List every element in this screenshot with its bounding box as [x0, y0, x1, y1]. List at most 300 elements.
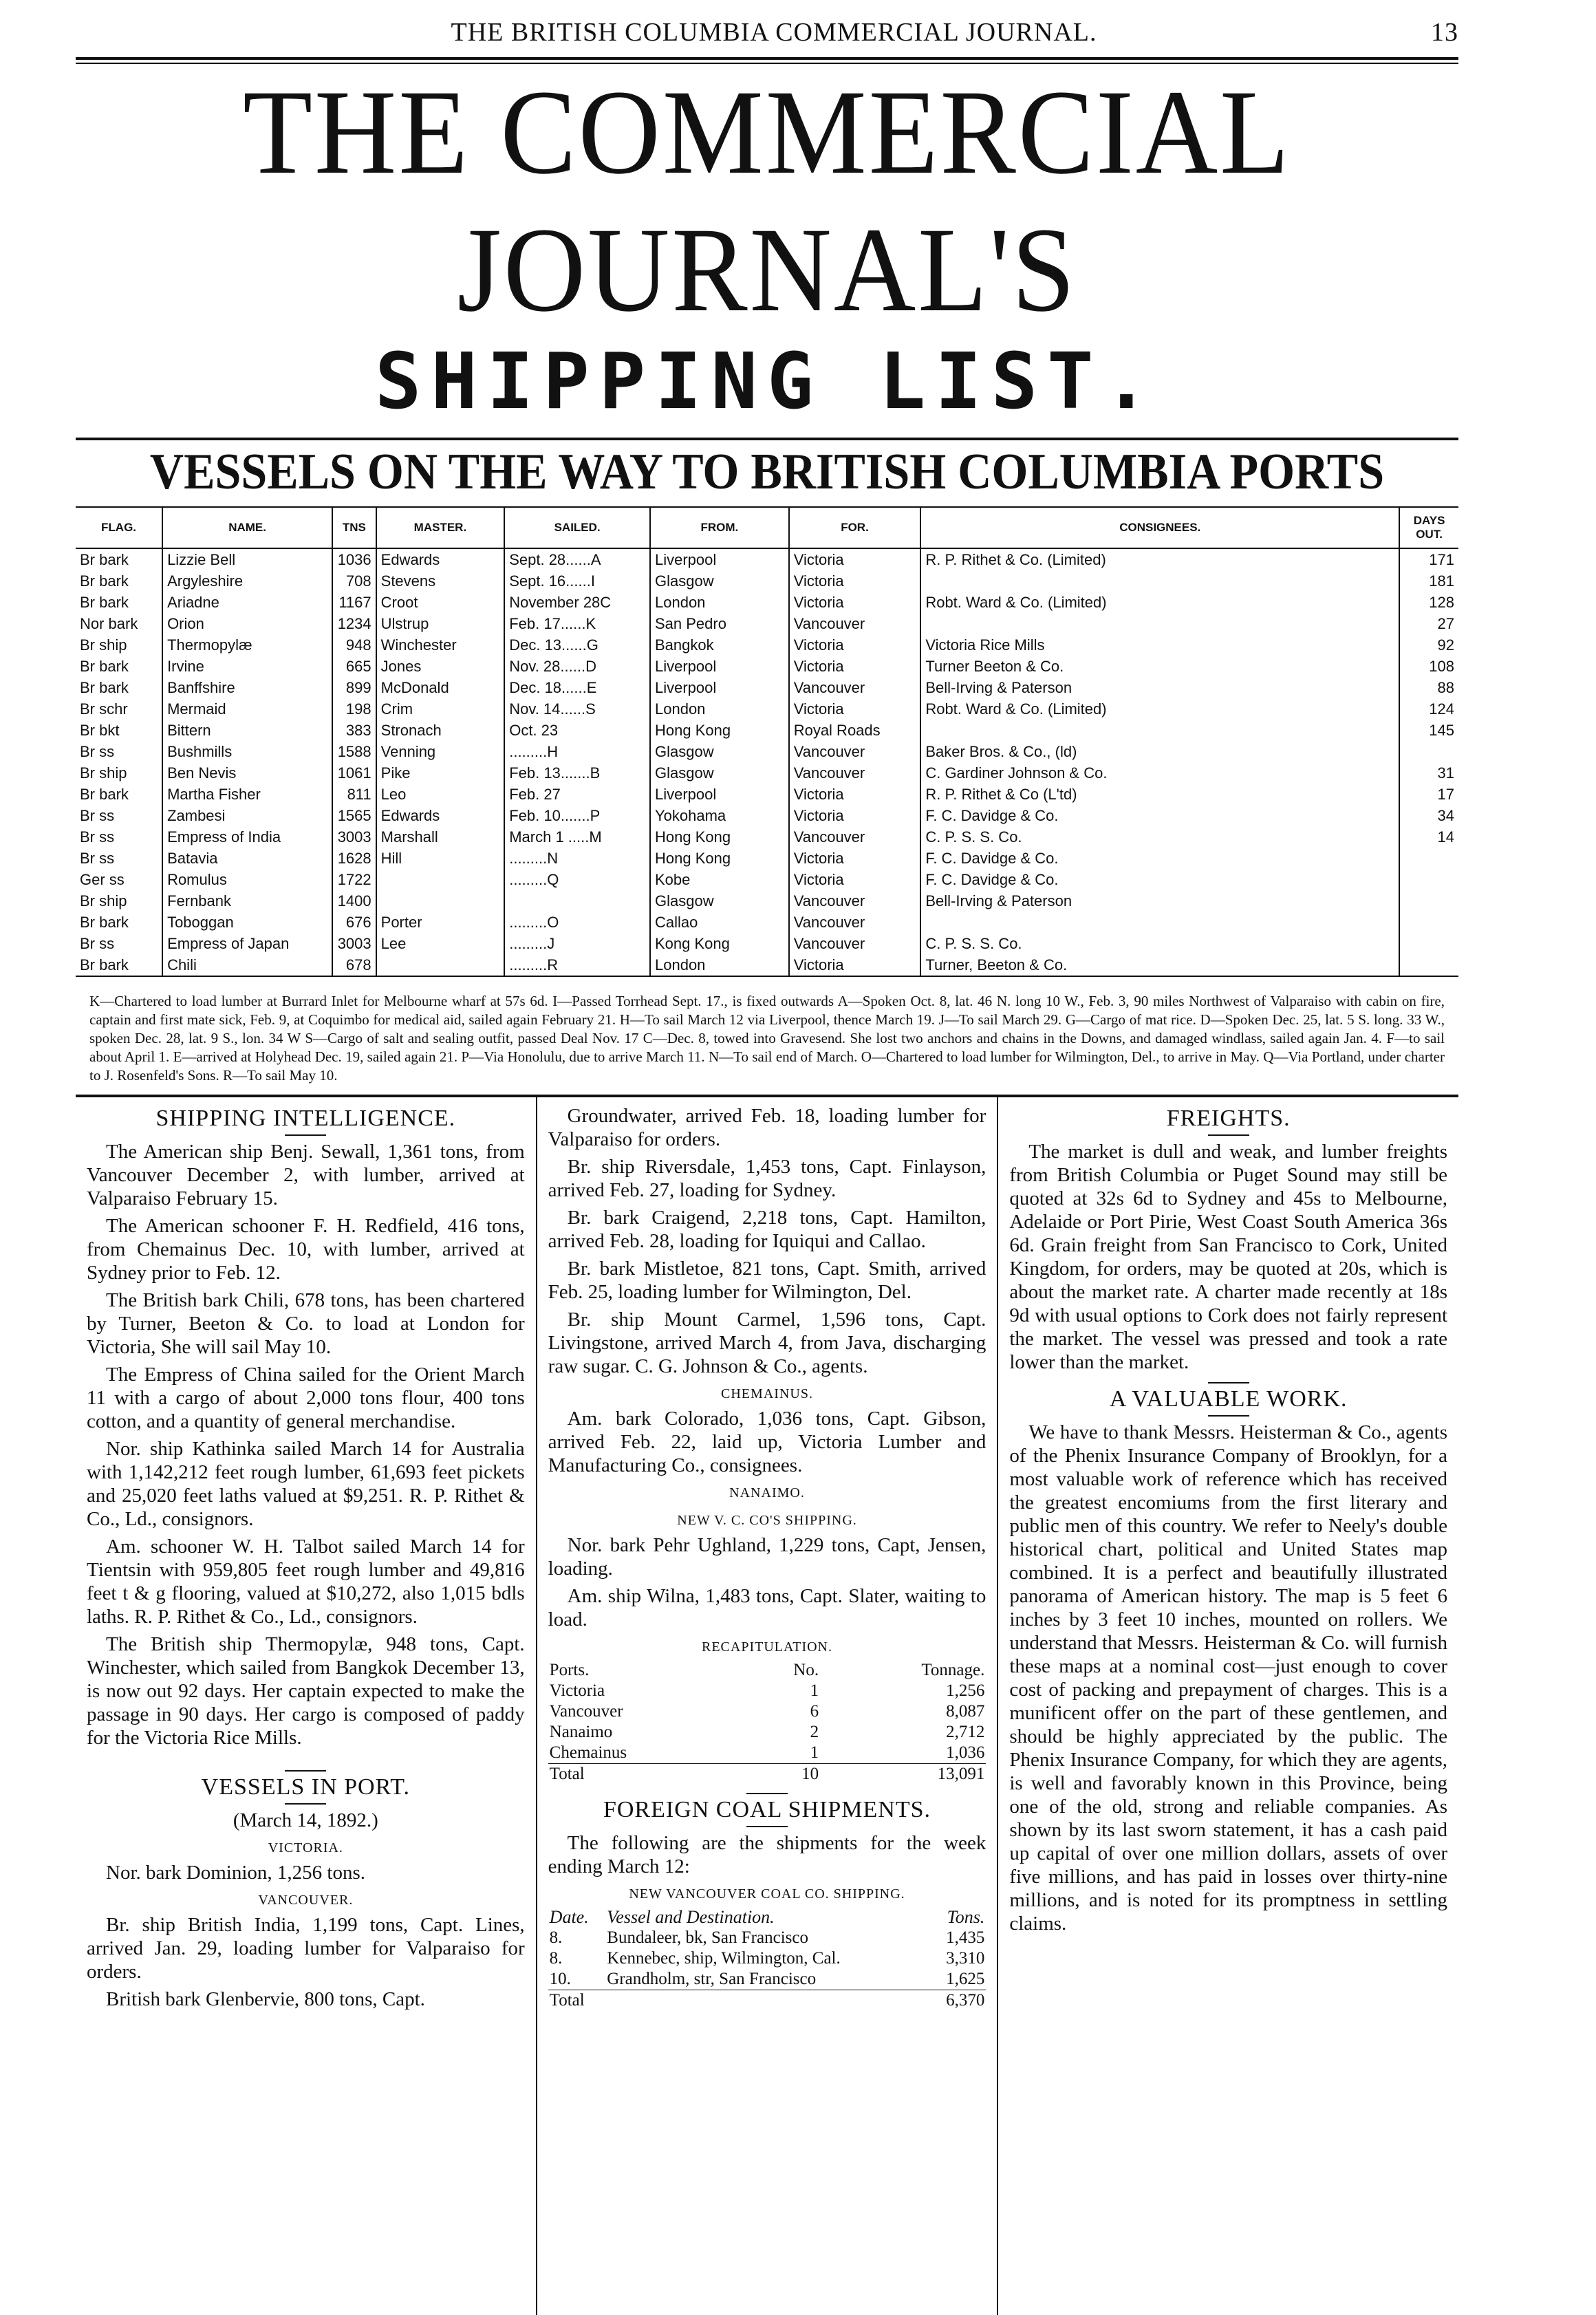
coal-header: Vessel and Destination.: [607, 1907, 775, 1927]
table-row: [76, 890, 1458, 912]
nvc-shipping-label: NEW V. C. CO'S SHIPPING.: [677, 1513, 857, 1528]
cell-sailed: Sept. 28......A: [504, 548, 650, 570]
cell-master: McDonald: [376, 677, 505, 698]
middle-column-body: [548, 1104, 986, 1378]
cell-tons: 948: [332, 634, 376, 656]
recap-header: Tonnage.: [921, 1661, 985, 1679]
coal-cell: 10.: [549, 1970, 571, 1988]
recap-total-cell: 10: [750, 1764, 821, 1785]
cell-master: [376, 890, 505, 912]
recap-row: [548, 1701, 986, 1722]
cell-days-out: 31: [1399, 762, 1458, 784]
cell-flag: Br ss: [80, 828, 115, 846]
left-column: [76, 1097, 536, 2315]
divider: [285, 1134, 326, 1136]
paragraph: Groundwater, arrived Feb. 18, loading lumber for Valparaiso for orders.: [548, 1105, 986, 1150]
col-header-for: FOR.: [789, 507, 921, 548]
columns: [76, 1095, 1458, 2315]
recap-total-cell: 13,091: [820, 1764, 986, 1785]
cell-sailed: .........Q: [504, 869, 650, 890]
recap-body: [548, 1681, 986, 1785]
running-head: [76, 17, 1458, 57]
vancouver-label: VANCOUVER.: [258, 1893, 354, 1908]
paragraph: Nor. bark Pehr Ughland, 1,229 tons, Capt, Jensen, loading.: [548, 1534, 986, 1580]
paragraph: Br. ship Mount Carmel, 1,596 tons, Capt. Livingstone, arrived March 4, from Java, discharging raw sugar. C. G. Johnson & Co., agents.: [548, 1309, 986, 1377]
cell-sailed: .........R: [504, 954, 650, 976]
cell-name: Banffshire: [162, 677, 332, 698]
cell-for: Vancouver: [789, 890, 921, 912]
chemainus-label: CHEMAINUS.: [721, 1386, 813, 1401]
valuable-work-heading: A VALUABLE WORK.: [1109, 1386, 1348, 1412]
coal-row: [548, 1969, 986, 1990]
right-column: [997, 1097, 1458, 2315]
recap-cell: 1: [810, 1743, 819, 1762]
cell-sailed: November 28C: [504, 592, 650, 613]
table-row: [76, 677, 1458, 698]
cell-tons: 3003: [332, 933, 376, 954]
coal-header-row: [548, 1907, 986, 1928]
cell-for: Vancouver: [789, 741, 921, 762]
recap-cell: Victoria: [549, 1681, 605, 1700]
cell-days-out: 108: [1399, 656, 1458, 677]
coal-intro: The following are the shipments for the week ending March 12:: [548, 1832, 986, 1877]
cell-flag: Br bark: [80, 679, 129, 696]
cell-consignees: [920, 720, 1399, 741]
cell-tons: 1036: [332, 548, 376, 570]
table-row: [76, 933, 1458, 954]
cell-sailed: Feb. 17......K: [504, 613, 650, 634]
coal-cell: 1,625: [946, 1970, 985, 1988]
cell-from: Liverpool: [650, 656, 789, 677]
cell-master: Lee: [376, 933, 505, 954]
cell-master: Winchester: [376, 634, 505, 656]
table-row: [76, 805, 1458, 826]
recap-row: [548, 1722, 986, 1743]
cell-flag: Br bark: [80, 658, 129, 675]
cell-from: Hong Kong: [650, 826, 789, 848]
recap-cell: Vancouver: [549, 1702, 623, 1721]
cell-flag: Nor bark: [80, 615, 138, 632]
col-header-master: MASTER.: [376, 507, 505, 548]
cell-master: [376, 954, 505, 976]
cell-master: Croot: [376, 592, 505, 613]
table-row: [76, 720, 1458, 741]
recap-cell: 1,256: [946, 1681, 985, 1700]
cell-consignees: Turner, Beeton & Co.: [920, 954, 1399, 976]
paragraph: The American schooner F. H. Redfield, 416 tons, from Chemainus Dec. 10, with lumber, arrived at Sydney prior to Feb. 12.: [87, 1215, 525, 1284]
recap-row: [548, 1743, 986, 1764]
cell-for: Vancouver: [789, 933, 921, 954]
masthead: THE COMMERCIAL JOURNAL'S: [243, 65, 1291, 337]
cell-flag: Br bark: [80, 914, 129, 931]
cell-flag: Ger ss: [80, 871, 125, 888]
col-header-from: FROM.: [650, 507, 789, 548]
coal-total-value: 6,370: [929, 1990, 986, 2012]
cell-sailed: Dec. 13......G: [504, 634, 650, 656]
running-head-title: THE BRITISH COLUMBIA COMMERCIAL JOURNAL.: [451, 18, 1097, 47]
cell-from: Glasgow: [650, 741, 789, 762]
vessels-in-port-heading: VESSELS IN PORT.: [201, 1774, 410, 1800]
cell-tons: 665: [332, 656, 376, 677]
table-row: [76, 826, 1458, 848]
cell-from: Hong Kong: [650, 848, 789, 869]
cell-sailed: .........O: [504, 912, 650, 933]
cell-days-out: 124: [1399, 698, 1458, 720]
cell-days-out: 34: [1399, 805, 1458, 826]
cell-days-out: 92: [1399, 634, 1458, 656]
recap-cell: 8,087: [946, 1702, 985, 1721]
col-header-tons: TNS: [332, 507, 376, 548]
cell-days-out: [1399, 933, 1458, 954]
cell-tons: 1061: [332, 762, 376, 784]
cell-from: Glasgow: [650, 890, 789, 912]
cell-for: Vancouver: [789, 762, 921, 784]
cell-for: Victoria: [789, 634, 921, 656]
divider: [1208, 1134, 1249, 1136]
subhead: SHIPPING LIST.: [374, 337, 1159, 427]
cell-tons: 1565: [332, 805, 376, 826]
paragraph: The American ship Benj. Sewall, 1,361 tons, from Vancouver December 2, with lumber, arrived at Valparaiso February 15.: [87, 1141, 525, 1209]
cell-for: Victoria: [789, 784, 921, 805]
cell-flag: Br ss: [80, 935, 115, 952]
cell-from: Glasgow: [650, 762, 789, 784]
cell-name: Martha Fisher: [162, 784, 332, 805]
cell-days-out: [1399, 912, 1458, 933]
shipping-intelligence-heading: SHIPPING INTELLIGENCE.: [155, 1106, 456, 1131]
table-row: [76, 954, 1458, 976]
cell-name: Batavia: [162, 848, 332, 869]
coal-body: [548, 1928, 986, 2011]
table-body: [76, 548, 1458, 976]
cell-master: Edwards: [376, 548, 505, 570]
coal-cell: Grandholm, str, San Francisco: [607, 1970, 817, 1988]
recap-header-row: [548, 1660, 986, 1681]
coal-header: Tons.: [947, 1907, 985, 1927]
coal-shipments-heading: FOREIGN COAL SHIPMENTS.: [603, 1797, 931, 1822]
cell-consignees: C. P. S. S. Co.: [920, 933, 1399, 954]
col-header-days-out: DAYS OUT.: [1399, 507, 1458, 548]
cell-for: Vancouver: [789, 677, 921, 698]
coal-cell: 8.: [549, 1949, 563, 1968]
recap-cell: Nanaimo: [549, 1723, 613, 1741]
cell-flag: Br ss: [80, 743, 115, 760]
cell-days-out: 181: [1399, 570, 1458, 592]
recapitulation-table: [548, 1660, 986, 1785]
cell-tons: 708: [332, 570, 376, 592]
paragraph: Br. ship British India, 1,199 tons, Capt. Lines, arrived Jan. 29, loading lumber for Valparaiso for orders.: [87, 1914, 525, 1983]
cell-from: Glasgow: [650, 570, 789, 592]
cell-from: Yokohama: [650, 805, 789, 826]
vancouver-entries: [87, 1913, 525, 2011]
cell-from: Liverpool: [650, 548, 789, 570]
recap-cell: Chemainus: [549, 1743, 627, 1762]
cell-consignees: Victoria Rice Mills: [920, 634, 1399, 656]
cell-tons: 1722: [332, 869, 376, 890]
cell-consignees: Turner Beeton & Co.: [920, 656, 1399, 677]
victoria-label: VICTORIA.: [268, 1840, 343, 1855]
cell-from: London: [650, 698, 789, 720]
chemainus-entry: Am. bark Colorado, 1,036 tons, Capt. Gibson, arrived Feb. 22, laid up, Victoria Lumber and Manufacturing Co., consignees.: [548, 1408, 986, 1476]
coal-row: [548, 1948, 986, 1969]
recap-cell: 2,712: [946, 1723, 985, 1741]
cell-sailed: [504, 890, 650, 912]
cell-tons: 1628: [332, 848, 376, 869]
cell-days-out: 27: [1399, 613, 1458, 634]
cell-master: Hill: [376, 848, 505, 869]
cell-master: Crim: [376, 698, 505, 720]
shipping-intelligence-body: [87, 1140, 525, 1749]
cell-tons: 383: [332, 720, 376, 741]
paragraph: Br. bark Craigend, 2,218 tons, Capt. Hamilton, arrived Feb. 28, loading for Iquiqui and Callao.: [548, 1207, 986, 1252]
cell-for: Victoria: [789, 869, 921, 890]
cell-for: Victoria: [789, 592, 921, 613]
cell-from: Hong Kong: [650, 720, 789, 741]
nanaimo-label: NANAIMO.: [729, 1485, 805, 1500]
cell-name: Fernbank: [162, 890, 332, 912]
recap-row: [548, 1681, 986, 1701]
cell-days-out: [1399, 890, 1458, 912]
cell-for: Victoria: [789, 848, 921, 869]
footnotes: K—Chartered to load lumber at Burrard Inlet for Melbourne wharf at 57s 6d. I—Passed Torrhead Sept. 17., is fixed outwards A—Spoken Oct. 8, lat. 46 N. long 10 W., Feb. 3, 90 miles Northwest of Valparaiso with cabin on fire, captain and first mate sick, Feb. 9, at Coquimbo for medical aid, sailed again February 21. H—To sail March 12 via Liverpool, thence March 19. J—To sail March 29. G—Cargo of mat rice. D—Spoken Dec. 25, lat. 5 S. long. 33 W., spoken Dec. 28, lat. 9 S., lon. 34 W S—Cargo of salt and sealing outfit, passed Deal Nov. 17 C—Dec. 8, towed into Gravesend. She lost two anchors and chains in the Downs, and damaged windlass, sailed again Jan. 4. F—to sail about April 1. E—arrived at Holyhead Dec. 19, sailed again 21. P—Via Honolulu, due to arrive March 11. N—To sail end of March. O—Chartered to load lumber for Wilmington, Del., to arrive in May. Q—Via Portland, under charter to J. Rosenfeld's Sons. R—To sail May 10.: [89, 993, 1445, 1084]
cell-master: Pike: [376, 762, 505, 784]
coal-company-label: NEW VANCOUVER COAL CO. SHIPPING.: [629, 1886, 905, 1902]
middle-column: [536, 1097, 998, 2315]
table-row: [76, 592, 1458, 613]
cell-consignees: F. C. Davidge & Co.: [920, 869, 1399, 890]
cell-consignees: Bell-Irving & Paterson: [920, 890, 1399, 912]
freights-paragraph: The market is dull and weak, and lumber freights from British Columbia or Puget Sound may still be quoted at 32s 6d to Sydney and 45s to Melbourne, Adelaide or Port Pirie, West Coast South America 36s 6d. Grain freight from San Francisco to Cork, United Kingdom, for orders, may be quoted at 20s, which is about the market rate. A charter made recently at 18s 9d with usual options to Cork does not fairly represent the market. The vessel was pressed and took a rate lower than the market.: [1009, 1141, 1448, 1373]
victoria-entry: Nor. bark Dominion, 1,256 tons.: [106, 1862, 365, 1884]
cell-consignees: Baker Bros. & Co., (ld): [920, 741, 1399, 762]
cell-sailed: Feb. 27: [504, 784, 650, 805]
freights-heading: FREIGHTS.: [1166, 1106, 1291, 1131]
cell-master: Ulstrup: [376, 613, 505, 634]
cell-tons: 899: [332, 677, 376, 698]
cell-name: Mermaid: [162, 698, 332, 720]
table-row: [76, 698, 1458, 720]
paragraph: The British ship Thermopylæ, 948 tons, Capt. Winchester, which sailed from Bangkok December 13, is now out 92 days. Her captain expected to make the passage in 90 days. Her cargo is composed of paddy for the Victoria Rice Mills.: [87, 1633, 525, 1749]
recap-total-row: [548, 1764, 986, 1785]
cell-consignees: Robt. Ward & Co. (Limited): [920, 698, 1399, 720]
cell-tons: 678: [332, 954, 376, 976]
cell-for: Royal Roads: [789, 720, 921, 741]
recapitulation-label: RECAPITULATION.: [702, 1639, 832, 1655]
coal-row: [548, 1928, 986, 1948]
cell-flag: Br ss: [80, 850, 115, 867]
table-row: [76, 784, 1458, 805]
cell-flag: Br bark: [80, 786, 129, 803]
table-row: [76, 848, 1458, 869]
cell-name: Empress of Japan: [162, 933, 332, 954]
table-row: [76, 869, 1458, 890]
divider: [746, 1826, 788, 1827]
cell-from: Kong Kong: [650, 933, 789, 954]
coal-total-label: Total: [548, 1990, 929, 2012]
cell-flag: Br ship: [80, 892, 127, 909]
cell-from: London: [650, 592, 789, 613]
cell-master: Stronach: [376, 720, 505, 741]
cell-master: Stevens: [376, 570, 505, 592]
paragraph: Nor. ship Kathinka sailed March 14 for Australia with 1,142,212 feet rough lumber, 61,693 feet pickets and 25,020 feet laths valued at $9,251. R. P. Rithet & Co., Ld., consignors.: [87, 1438, 525, 1530]
cell-master: Jones: [376, 656, 505, 677]
cell-consignees: [920, 912, 1399, 933]
cell-for: Victoria: [789, 570, 921, 592]
cell-name: Ben Nevis: [162, 762, 332, 784]
vessels-in-port-date: (March 14, 1892.): [233, 1809, 378, 1831]
col-header-consignees: CONSIGNEES.: [920, 507, 1399, 548]
cell-from: Liverpool: [650, 677, 789, 698]
cell-flag: Br bark: [80, 594, 129, 611]
paragraph: Am. schooner W. H. Talbot sailed March 14 for Tientsin with 959,805 feet rough lumber and 49,816 feet t & g flooring, valued at $10,272, also 1,015 bdls laths. R. P. Rithet & Co., Ld., consignors.: [87, 1536, 525, 1628]
divider: [1208, 1415, 1249, 1417]
coal-cell: 3,310: [946, 1949, 985, 1968]
cell-name: Irvine: [162, 656, 332, 677]
cell-tons: 1167: [332, 592, 376, 613]
cell-master: [376, 869, 505, 890]
coal-cell: 8.: [549, 1928, 563, 1947]
cell-flag: Br bark: [80, 551, 129, 568]
cell-from: Liverpool: [650, 784, 789, 805]
recap-cell: 1,036: [946, 1743, 985, 1762]
cell-flag: Br ss: [80, 807, 115, 824]
cell-for: Victoria: [789, 656, 921, 677]
cell-days-out: 171: [1399, 548, 1458, 570]
cell-consignees: [920, 613, 1399, 634]
cell-sailed: March 1 .....M: [504, 826, 650, 848]
cell-for: Victoria: [789, 954, 921, 976]
valuable-work-paragraph: We have to thank Messrs. Heisterman & Co., agents of the Phenix Insurance Company of Brooklyn, for a most valuable work of reference which has received the greatest encomiums from the first literary and public men of this country. We refer to Neely's double historical chart, political and United States map combined. It is a perfect and beautifully illustrated panorama of American history. The map is 5 feet 6 inches by 3 feet 10 inches, mounted on rollers. We understand that Messrs. Heisterman & Co. will furnish these maps at a nominal cost—just enough to cover cost of packing and prepayment of charges. This is a munificent offer on the part of these gentlemen, and should be highly appreciated by the public. The Phenix Insurance Company, for which they are agents, is well and favorably known in this Province, being one of the old, strong and reliable companies. As shown by its last sworn statement, it has a cash paid up capital of over one million dollars, assets of over five millions, and has paid in losses over thirty-nine millions, and is noted for its promptness in settling claims.: [1009, 1421, 1448, 1935]
cell-name: Empress of India: [162, 826, 332, 848]
cell-master: Porter: [376, 912, 505, 933]
cell-name: Romulus: [162, 869, 332, 890]
cell-days-out: 14: [1399, 826, 1458, 848]
table-header-row: [76, 507, 1458, 548]
paragraph: Br. ship Riversdale, 1,453 tons, Capt. Finlayson, arrived Feb. 27, loading for Sydney.: [548, 1156, 986, 1201]
cell-from: Callao: [650, 912, 789, 933]
paragraph: The British bark Chili, 678 tons, has been chartered by Turner, Beeton & Co. to load at London for Victoria, She will sail May 10.: [87, 1289, 525, 1358]
cell-flag: Br schr: [80, 700, 128, 718]
paragraph: The Empress of China sailed for the Orient March 11 with a cargo of about 2,000 tons flour, 400 tons cotton, and a quantity of general merchandise.: [87, 1364, 525, 1432]
divider: [285, 1770, 326, 1772]
cell-name: Toboggan: [162, 912, 332, 933]
cell-consignees: [920, 570, 1399, 592]
cell-name: Bushmills: [162, 741, 332, 762]
cell-consignees: R. P. Rithet & Co. (Limited): [920, 548, 1399, 570]
cell-consignees: R. P. Rithet & Co (L'td): [920, 784, 1399, 805]
cell-from: London: [650, 954, 789, 976]
cell-days-out: 88: [1399, 677, 1458, 698]
cell-name: Zambesi: [162, 805, 332, 826]
recap-cell: 6: [810, 1702, 819, 1721]
table-row: [76, 762, 1458, 784]
page-number: 13: [1431, 18, 1458, 47]
cell-tons: 676: [332, 912, 376, 933]
table-row: [76, 548, 1458, 570]
cell-name: Orion: [162, 613, 332, 634]
nanaimo-entries: [548, 1533, 986, 1631]
cell-tons: 1234: [332, 613, 376, 634]
cell-master: Leo: [376, 784, 505, 805]
cell-tons: 811: [332, 784, 376, 805]
col-header-sailed: SAILED.: [504, 507, 650, 548]
cell-consignees: Robt. Ward & Co. (Limited): [920, 592, 1399, 613]
recap-total-cell: Total: [548, 1764, 750, 1785]
divider: [746, 1793, 788, 1794]
cell-name: Lizzie Bell: [162, 548, 332, 570]
cell-for: Victoria: [789, 805, 921, 826]
cell-sailed: Sept. 16......I: [504, 570, 650, 592]
vessels-title: VESSELS ON THE WAY TO BRITISH COLUMBIA PORTS: [149, 444, 1385, 500]
cell-sailed: Nov. 14......S: [504, 698, 650, 720]
cell-days-out: [1399, 869, 1458, 890]
cell-days-out: [1399, 954, 1458, 976]
paragraph: British bark Glenbervie, 800 tons, Capt.: [106, 1988, 425, 2010]
cell-for: Vancouver: [789, 826, 921, 848]
cell-sailed: Oct. 23: [504, 720, 650, 741]
col-header-flag: FLAG.: [76, 507, 162, 548]
cell-flag: Br bark: [76, 954, 162, 976]
cell-name: Thermopylæ: [162, 634, 332, 656]
cell-consignees: C. P. S. S. Co.: [920, 826, 1399, 848]
cell-for: Victoria: [789, 548, 921, 570]
cell-consignees: F. C. Davidge & Co.: [920, 848, 1399, 869]
recap-cell: 1: [810, 1681, 819, 1700]
cell-master: Venning: [376, 741, 505, 762]
cell-for: Vancouver: [789, 912, 921, 933]
cell-tons: 3003: [332, 826, 376, 848]
cell-consignees: F. C. Davidge & Co.: [920, 805, 1399, 826]
cell-tons: 1400: [332, 890, 376, 912]
cell-days-out: 17: [1399, 784, 1458, 805]
cell-flag: Br bkt: [80, 722, 120, 739]
cell-flag: Br ship: [80, 764, 127, 782]
paragraph: Am. ship Wilna, 1,483 tons, Capt. Slater, waiting to load.: [548, 1585, 986, 1630]
divider: [1208, 1382, 1249, 1383]
divider: [285, 1803, 326, 1805]
cell-from: Bangkok: [650, 634, 789, 656]
table-row: [76, 741, 1458, 762]
cell-master: Edwards: [376, 805, 505, 826]
cell-tons: 198: [332, 698, 376, 720]
recap-cell: 2: [810, 1723, 819, 1741]
cell-flag: Br ship: [80, 636, 127, 654]
cell-master: Marshall: [376, 826, 505, 848]
paragraph: Br. bark Mistletoe, 821 tons, Capt. Smith, arrived Feb. 25, loading lumber for Wilmington, Del.: [548, 1258, 986, 1303]
col-header-name: NAME.: [162, 507, 332, 548]
cell-sailed: Feb. 13.......B: [504, 762, 650, 784]
cell-from: San Pedro: [650, 613, 789, 634]
cell-consignees: C. Gardiner Johnson & Co.: [920, 762, 1399, 784]
table-row: [76, 634, 1458, 656]
recap-header: No.: [793, 1661, 819, 1679]
top-rule: [76, 57, 1458, 60]
cell-name: Argyleshire: [162, 570, 332, 592]
newspaper-page: [76, 17, 1458, 2315]
coal-total-row: [548, 1990, 986, 2012]
shipping-table: [76, 506, 1458, 977]
coal-cell: Bundaleer, bk, San Francisco: [607, 1928, 808, 1947]
coal-cell: 1,435: [946, 1928, 985, 1947]
cell-days-out: [1399, 741, 1458, 762]
cell-name: Bittern: [162, 720, 332, 741]
recap-header: Ports.: [549, 1661, 590, 1679]
cell-tons: 1588: [332, 741, 376, 762]
cell-sailed: Feb. 10.......P: [504, 805, 650, 826]
table-row: [76, 912, 1458, 933]
coal-shipments-table: [548, 1907, 986, 2011]
table-row: [76, 613, 1458, 634]
cell-consignees: Bell-Irving & Paterson: [920, 677, 1399, 698]
